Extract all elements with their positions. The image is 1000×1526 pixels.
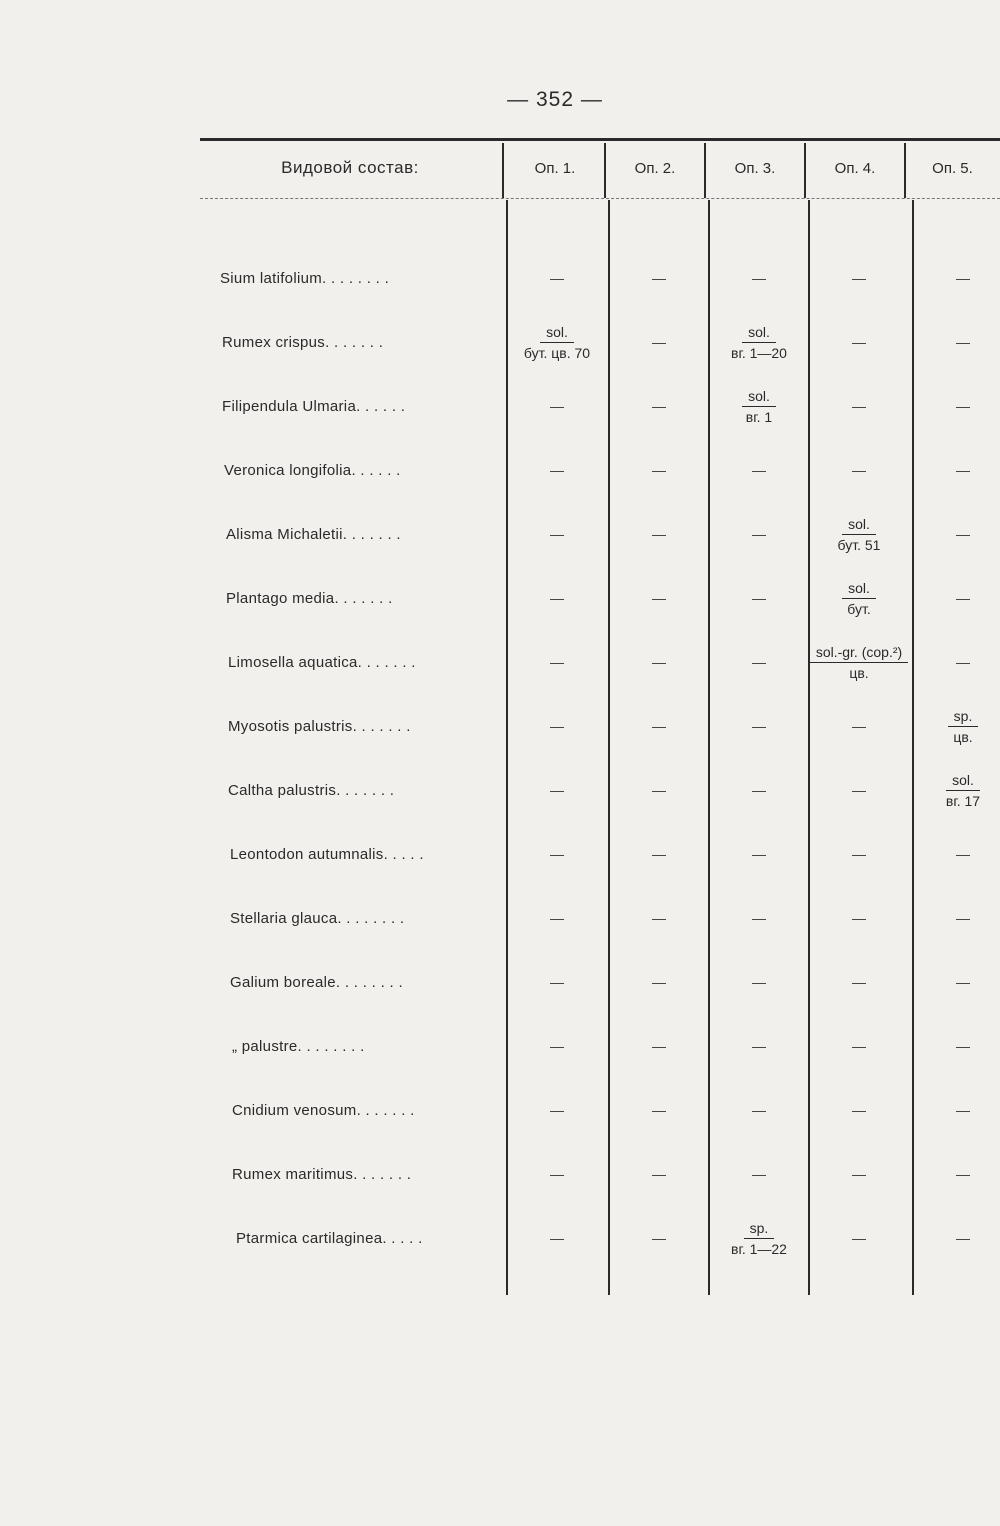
table-cell-op4 [809,386,909,426]
species-name-text: Filipendula Ulmaria [222,397,357,415]
table-cell-op5 [913,834,1000,874]
species-name-text: Leontodon autumnalis [230,845,384,863]
cell-value: — [652,654,666,670]
species-name-text: Rumex crispus [222,333,326,351]
abundance-value: sp. [744,1220,775,1239]
table-cell-op2 [609,578,709,618]
table-row [0,450,1000,490]
leader-dots: . . . . . . . [353,1165,412,1183]
cell-value: — [752,270,766,286]
table-cell-op3 [709,770,809,810]
table-cell-op4 [809,1090,909,1130]
table-cell-op5 [913,642,1000,682]
cell-value: — [652,782,666,798]
table-cell-op1 [507,578,607,618]
table-cell-op1 [507,1154,607,1194]
abundance-fraction [946,772,980,809]
table-cell-op1 [507,898,607,938]
cell-value: — [956,1102,970,1118]
table-cell-op1 [507,1218,607,1258]
leader-dots: . . . . . . [351,461,401,479]
cell-value: — [752,1166,766,1182]
table-cell-op5 [913,706,1000,746]
phenophase-value: вг. 1—20 [731,344,787,361]
table-cell-op1 [507,514,607,554]
page-number: — 352 — [507,88,603,111]
table-cell-op4 [809,962,909,1002]
abundance-value: sol. [742,324,776,343]
species-name-text: Ptarmica cartilaginea [236,1229,383,1247]
cell-value: — [550,398,564,414]
column-divider [904,143,906,198]
table-cell-op3 [709,578,809,618]
table-cell-op5 [913,962,1000,1002]
table-cell-op4 [809,514,909,554]
species-name [224,450,401,490]
species-name-text: Cnidium venosum [232,1101,357,1119]
table-cell-op1 [507,1026,607,1066]
table-cell-op4 [809,1218,909,1258]
table-cell-op5 [913,1090,1000,1130]
cell-value: — [550,1166,564,1182]
table-row [0,1218,1000,1258]
cell-value: — [550,718,564,734]
leader-dots: . . . . . [382,1229,423,1247]
cell-value: — [752,782,766,798]
species-name [232,1090,415,1130]
cell-value: — [852,462,866,478]
table-row [0,898,1000,938]
leader-dots: . . . . . . . [356,1101,415,1119]
cell-value: — [550,782,564,798]
cell-value: — [652,1230,666,1246]
column-header-op3: Оп. 3. [734,159,776,177]
cell-value: — [652,398,666,414]
cell-value: — [550,846,564,862]
table-cell-op5 [913,514,1000,554]
column-divider [708,200,710,1295]
species-name [220,258,389,298]
leader-dots: . . . . . . . . [297,1037,365,1055]
table-cell-op5 [913,1218,1000,1258]
cell-value: — [550,1230,564,1246]
cell-value: — [852,1166,866,1182]
cell-value: — [852,846,866,862]
table-cell-op2 [609,898,709,938]
species-name-text: Caltha palustris [228,781,337,799]
table-cell-op4 [809,898,909,938]
cell-value: — [752,846,766,862]
leader-dots: . . . . . . . . [337,909,405,927]
table-row [0,706,1000,746]
abundance-fraction [838,516,881,553]
cell-value: — [852,1038,866,1054]
cell-value: — [752,974,766,990]
cell-value: — [956,526,970,542]
table-cell-op5 [913,322,1000,362]
species-name [228,706,411,746]
column-divider [912,200,914,1295]
cell-value: — [852,974,866,990]
species-name-text: Alisma Michaletii [226,525,343,543]
table-cell-op3 [709,322,809,362]
abundance-fraction [948,708,979,745]
column-divider [506,200,508,1295]
cell-value: — [852,398,866,414]
table-cell-op2 [609,1154,709,1194]
header-rule [200,198,1000,200]
cell-value: — [652,526,666,542]
species-name-text: Sium latifolium [220,269,323,287]
cell-value: — [852,782,866,798]
table-cell-op2 [609,386,709,426]
table-cell-op2 [609,1026,709,1066]
table-cell-op2 [609,258,709,298]
cell-value: — [652,1102,666,1118]
table-cell-op4 [809,322,909,362]
table-row [0,1154,1000,1194]
table-cell-op2 [609,450,709,490]
table-cell-op3 [709,1218,809,1258]
cell-value: — [652,1166,666,1182]
cell-value: — [652,846,666,862]
table-cell-op3 [709,258,809,298]
table-cell-op1 [507,322,607,362]
phenophase-value: вг. 17 [945,792,981,809]
cell-value: — [652,462,666,478]
abundance-fraction [524,324,590,361]
cell-value: — [652,910,666,926]
table-cell-op4 [809,578,909,618]
cell-value: — [852,910,866,926]
species-name [236,1218,423,1258]
species-name [230,962,403,1002]
species-column-header: Видовой состав: [281,158,419,177]
leader-dots: . . . . . . . [325,333,384,351]
abundance-value: sol. [540,324,574,343]
abundance-fraction [742,388,776,425]
table-cell-op5 [913,1154,1000,1194]
species-name-text: Limosella aquatica [228,653,358,671]
abundance-fraction [810,644,908,681]
table-row [0,1090,1000,1130]
cell-value: — [752,1102,766,1118]
phenophase-value: бут. цв. 70 [523,344,591,361]
table-cell-op1 [507,706,607,746]
abundance-value: sol. [842,580,876,599]
table-cell-op2 [609,834,709,874]
table-cell-op2 [609,514,709,554]
species-name [226,514,401,554]
leader-dots: . . . . . . . . [335,973,403,991]
abundance-value: sol. [946,772,980,791]
column-divider [608,200,610,1295]
table-cell-op1 [507,386,607,426]
cell-value: — [956,398,970,414]
species-name [232,1154,411,1194]
cell-value: — [752,462,766,478]
column-header-op1: Оп. 1. [534,159,576,177]
species-name-text: Myosotis palustris [228,717,353,735]
cell-value: — [752,654,766,670]
abundance-value: sol. [742,388,776,407]
table-cell-op1 [507,962,607,1002]
species-name [222,322,383,362]
cell-value: — [550,1038,564,1054]
table-row [0,834,1000,874]
table-cell-op1 [507,642,607,682]
cell-value: — [752,590,766,606]
cell-value: — [956,654,970,670]
cell-value: — [752,718,766,734]
table-cell-op1 [507,1090,607,1130]
leader-dots: . . . . . . . . [322,269,390,287]
phenophase-value: вг. 1 [745,408,773,425]
leader-dots: . . . . . . . [342,525,401,543]
cell-value: — [956,334,970,350]
table-cell-op4 [809,706,909,746]
table-cell-op5 [913,898,1000,938]
cell-value: — [956,974,970,990]
cell-value: — [652,974,666,990]
cell-value: — [550,910,564,926]
table-cell-op3 [709,706,809,746]
table-cell-op2 [609,322,709,362]
table-cell-op1 [507,834,607,874]
cell-value: — [852,1102,866,1118]
cell-value: — [550,654,564,670]
cell-value: — [652,718,666,734]
table-cell-op5 [913,258,1000,298]
leader-dots: . . . . . . [356,397,406,415]
abundance-value: sp. [948,708,979,727]
cell-value: — [652,590,666,606]
species-name-text: Galium boreale [230,973,336,991]
cell-value: — [956,846,970,862]
abundance-value: sol. [842,516,876,535]
table-cell-op3 [709,962,809,1002]
table-cell-op5 [913,770,1000,810]
cell-value: — [652,1038,666,1054]
cell-value: — [956,1166,970,1182]
cell-value: — [956,462,970,478]
abundance-fraction [731,1220,787,1257]
table-cell-op2 [609,962,709,1002]
cell-value: — [852,270,866,286]
species-name [230,898,404,938]
species-name [222,386,405,426]
phenophase-value: вг. 1—22 [731,1240,787,1257]
table-cell-op3 [709,642,809,682]
cell-value: — [852,334,866,350]
cell-value: — [652,270,666,286]
table-cell-op3 [709,1090,809,1130]
cell-value: — [956,590,970,606]
species-name-text: „ palustre [232,1037,298,1055]
abundance-fraction [842,580,876,617]
column-header-op2: Оп. 2. [634,159,676,177]
table-cell-op1 [507,258,607,298]
table-cell-op2 [609,770,709,810]
cell-value: — [956,1230,970,1246]
column-divider [804,143,806,198]
table-cell-op4 [809,642,909,682]
cell-value: — [752,526,766,542]
table-row [0,578,1000,618]
table-row [0,1026,1000,1066]
species-name [232,1026,365,1066]
species-name-text: Veronica longifolia [224,461,352,479]
table-row [0,642,1000,682]
species-name [230,834,424,874]
leader-dots: . . . . . . . [334,589,393,607]
table-cell-op4 [809,1154,909,1194]
table-cell-op2 [609,1218,709,1258]
table-row [0,322,1000,362]
species-name-text: Rumex maritimus [232,1165,354,1183]
table-cell-op3 [709,898,809,938]
table-cell-op4 [809,834,909,874]
column-header-op5: Оп. 5. [932,159,973,177]
leader-dots: . . . . . [383,845,424,863]
cell-value: — [852,718,866,734]
table-cell-op3 [709,1154,809,1194]
phenophase-value: цв. [849,664,869,681]
leader-dots: . . . . . . . [336,781,395,799]
species-name-text: Stellaria glauca [230,909,338,927]
cell-value: — [752,910,766,926]
table-cell-op4 [809,450,909,490]
table-cell-op3 [709,1026,809,1066]
table-cell-op1 [507,450,607,490]
cell-value: — [752,1038,766,1054]
species-name-text: Plantago media [226,589,335,607]
table-cell-op3 [709,834,809,874]
table-row [0,514,1000,554]
table-cell-op3 [709,386,809,426]
leader-dots: . . . . . . . [357,653,416,671]
cell-value: — [956,910,970,926]
table-row [0,258,1000,298]
leader-dots: . . . . . . . [352,717,411,735]
column-divider [604,143,606,198]
table-row [0,386,1000,426]
table-cell-op4 [809,770,909,810]
table-cell-op5 [913,450,1000,490]
cell-value: — [956,270,970,286]
table-cell-op2 [609,642,709,682]
cell-value: — [852,1230,866,1246]
cell-value: — [652,334,666,350]
cell-value: — [550,1102,564,1118]
cell-value: — [550,974,564,990]
column-divider [704,143,706,198]
phenophase-value: цв. [953,728,973,745]
table-cell-op2 [609,1090,709,1130]
cell-value: — [550,590,564,606]
species-name [228,770,394,810]
table-cell-op1 [507,770,607,810]
table-cell-op5 [913,1026,1000,1066]
cell-value: — [550,526,564,542]
table-cell-op5 [913,386,1000,426]
species-name [228,642,416,682]
phenophase-value: бут. [847,600,871,617]
cell-value: — [550,462,564,478]
column-divider [808,200,810,1295]
column-divider [502,143,504,198]
species-name [226,578,393,618]
table-cell-op4 [809,258,909,298]
phenophase-value: бут. 51 [837,536,881,553]
cell-value: — [550,270,564,286]
table-cell-op3 [709,514,809,554]
abundance-value: sol.-gr. (cop.²) [810,644,908,663]
column-header-op4: Оп. 4. [834,159,876,177]
table-cell-op3 [709,450,809,490]
table-cell-op2 [609,706,709,746]
cell-value: — [956,1038,970,1054]
abundance-fraction [731,324,787,361]
table-top-rule [200,138,1000,141]
table-row [0,770,1000,810]
table-cell-op4 [809,1026,909,1066]
table-row [0,962,1000,1002]
table-cell-op5 [913,578,1000,618]
